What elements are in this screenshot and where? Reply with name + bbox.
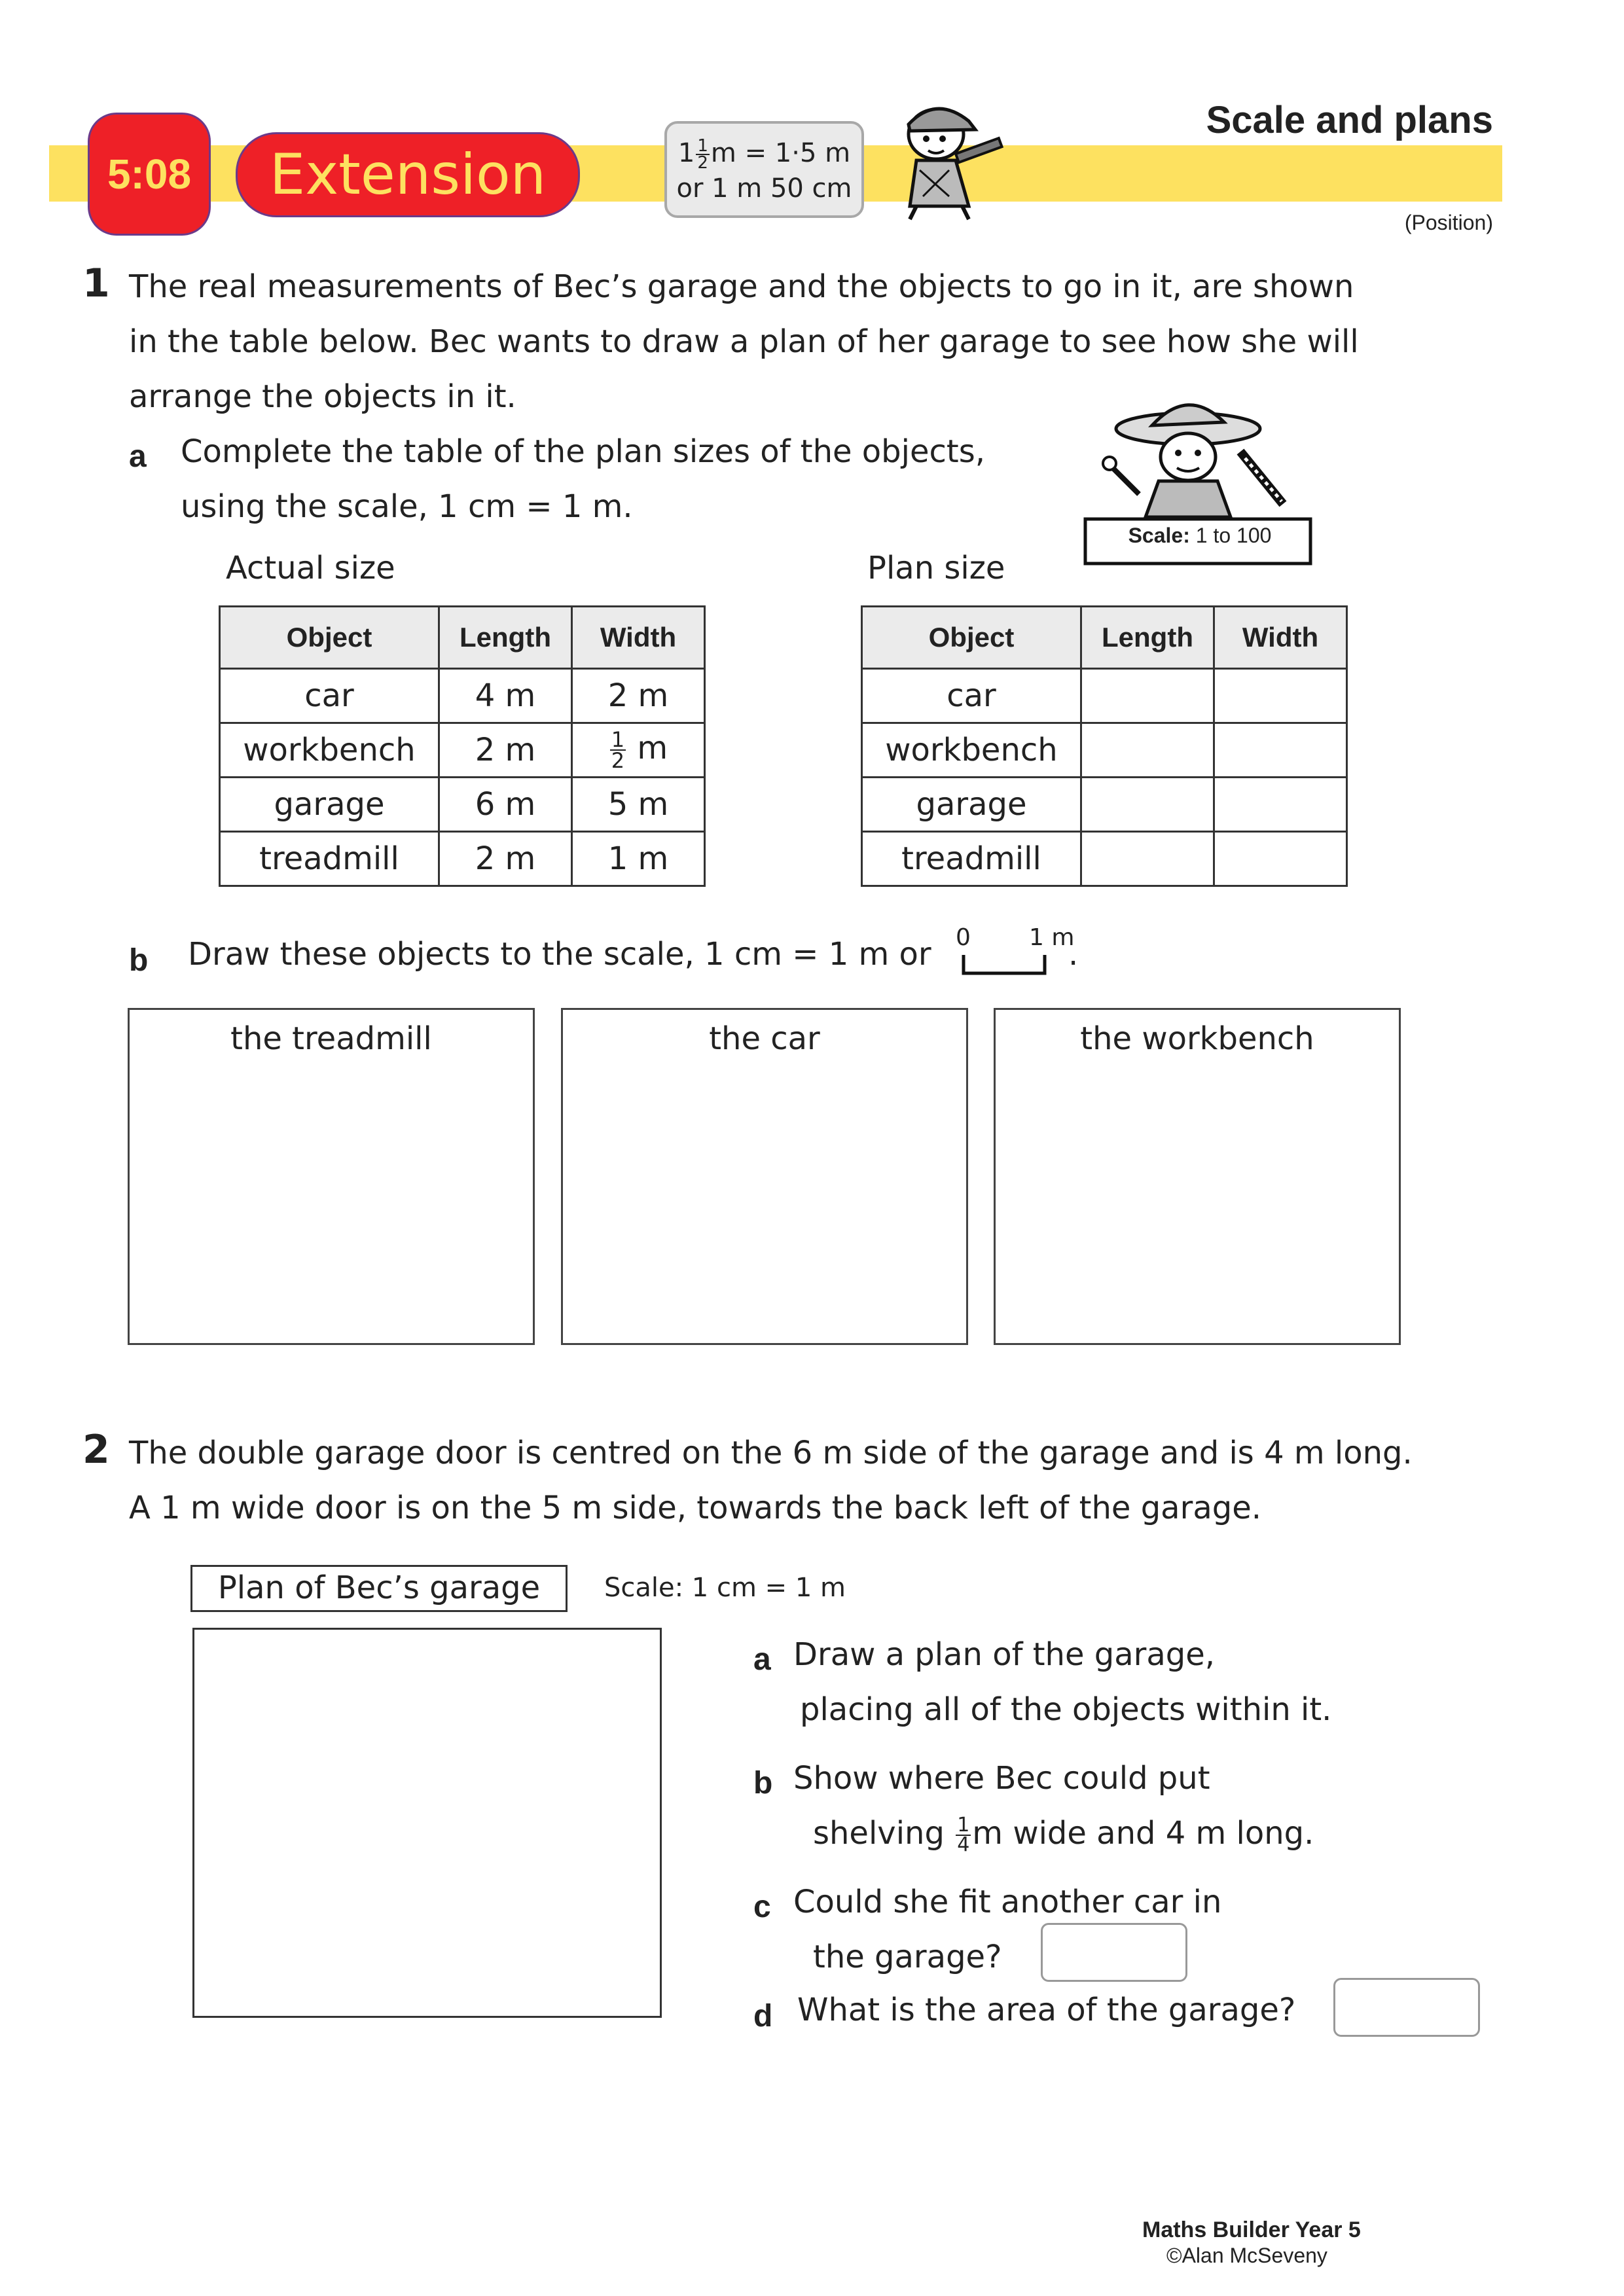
cell-length: 4 m: [439, 669, 572, 723]
cell-object: treadmill: [862, 832, 1081, 886]
table-row: [862, 669, 1347, 723]
q2d-text: What is the area of the garage?: [797, 1992, 1296, 2028]
table-row: [220, 778, 705, 832]
q1a-line1: Complete the table of the plan sizes of the objects,: [181, 433, 985, 470]
q1-line2: in the table below. Bec wants to draw a plan of her garage to see how she will: [129, 323, 1359, 360]
cell-object: car: [220, 669, 439, 723]
cell-width: [572, 723, 705, 778]
tip-fraction: $\frac{1}{2}$: [697, 136, 708, 173]
width-fraction: $\frac{1}{2}$: [611, 727, 625, 773]
draw-box-car[interactable]: [561, 1008, 968, 1345]
cell-length: 2 m: [439, 832, 572, 886]
table-row: [220, 669, 705, 723]
cell-width: 5 m: [572, 778, 705, 832]
q2b-letter: b: [753, 1766, 773, 1801]
col-header-object: Object: [220, 607, 439, 669]
scale-sign-label: Scale:: [1128, 524, 1190, 547]
plan-width-input[interactable]: [1214, 832, 1347, 886]
q2b-line2: [793, 1806, 1314, 1861]
cartoon-worker-illustration: [871, 98, 1021, 223]
scalebar-end: .: [1068, 936, 1079, 973]
scalebar-one-label: 1 m: [1029, 924, 1075, 951]
plan-length-input[interactable]: [1081, 832, 1214, 886]
q2a-letter: a: [753, 1642, 771, 1677]
col-header-object: Object: [862, 607, 1081, 669]
plan-length-input[interactable]: [1081, 723, 1214, 778]
q2c-line2: the garage?: [813, 1939, 1002, 1975]
q2c-letter: c: [753, 1890, 771, 1924]
col-header-length: Length: [1081, 607, 1214, 669]
q1b-text: Draw these objects to the scale, 1 cm = 1 m or: [188, 936, 931, 973]
table-row: [862, 723, 1347, 778]
table-row: [220, 723, 705, 778]
cell-object: workbench: [220, 723, 439, 778]
q1a-text: [181, 424, 985, 534]
table-row: [862, 778, 1347, 832]
plan-size-table: [861, 605, 1348, 887]
plan-title-label: Plan of Bec’s garage: [190, 1565, 568, 1612]
draw-box-caption: the car: [709, 1020, 820, 1057]
scalebar-zero-label: 0: [956, 924, 971, 951]
width-unit: m: [637, 730, 668, 766]
plan-width-input[interactable]: [1214, 669, 1347, 723]
scale-sign-text: [1092, 524, 1308, 548]
q2b-line1: Show where Bec could put: [793, 1760, 1210, 1797]
section-code: 5:08: [107, 151, 192, 198]
footer-copyright: ©Alan McSeveny: [1166, 2244, 1327, 2267]
question-2-number: 2: [82, 1427, 110, 1473]
page-title: Scale and plans: [1206, 99, 1493, 141]
cell-object: workbench: [862, 723, 1081, 778]
q2b-text: [793, 1751, 1314, 1861]
table-header-row: [862, 607, 1347, 669]
scale-bar-icon: [960, 952, 1051, 978]
q1b-letter: b: [129, 943, 149, 978]
draw-box-caption: the treadmill: [230, 1020, 432, 1057]
scale-sign-value: 1 to 100: [1195, 524, 1272, 547]
draw-box-caption: the workbench: [1080, 1020, 1314, 1057]
q2b-post: m wide and 4 m long.: [972, 1815, 1314, 1852]
draw-box-treadmill[interactable]: [128, 1008, 535, 1345]
q2-line2: A 1 m wide door is on the 5 m side, towards the back left of the garage.: [129, 1490, 1261, 1526]
plan-width-input[interactable]: [1214, 723, 1347, 778]
col-header-length: Length: [439, 607, 572, 669]
q1-line3: arrange the objects in it.: [129, 378, 516, 415]
q2-line1: The double garage door is centred on the 6 m side of the garage and is 4 m long.: [129, 1435, 1413, 1471]
cell-object: garage: [862, 778, 1081, 832]
section-code-badge: [88, 113, 211, 236]
question-1-number: 1: [82, 260, 110, 306]
cell-object: treadmill: [220, 832, 439, 886]
q2a-text: [793, 1627, 1331, 1737]
draw-box-workbench[interactable]: [994, 1008, 1401, 1345]
q2b-fraction: $\frac{1}{4}$: [957, 1814, 970, 1856]
q2c-line1: Could she fit another car in: [793, 1884, 1222, 1920]
q1a-letter: a: [129, 439, 147, 474]
table-row: [862, 832, 1347, 886]
cell-length: 6 m: [439, 778, 572, 832]
q2a-line2: placing all of the objects within it.: [800, 1691, 1332, 1728]
q2a-line1: Draw a plan of the garage,: [793, 1636, 1216, 1673]
question-2-text: [129, 1426, 1471, 1535]
plan-length-input[interactable]: [1081, 778, 1214, 832]
tip-line2: or 1 m 50 cm: [676, 173, 852, 204]
q2b-pre: shelving: [813, 1815, 945, 1852]
cell-object: car: [862, 669, 1081, 723]
q1-line1: The real measurements of Bec’s garage and the objects to go in it, are shown: [129, 268, 1354, 305]
cell-width: 2 m: [572, 669, 705, 723]
tip-whole: 1: [677, 138, 695, 168]
table-row: [220, 832, 705, 886]
extension-label: Extension: [269, 142, 547, 207]
actual-size-label: Actual size: [226, 550, 395, 586]
page-subtitle: (Position): [1404, 211, 1493, 234]
garage-plan-drawing-area[interactable]: [192, 1628, 662, 2018]
conversion-tip-box: [664, 121, 864, 218]
cell-length: 2 m: [439, 723, 572, 778]
plan-scale-text: Scale: 1 cm = 1 m: [604, 1573, 846, 1603]
actual-size-table: [219, 605, 706, 887]
cell-width: 1 m: [572, 832, 705, 886]
extension-label-pill: [236, 132, 580, 217]
q2d-letter: d: [753, 1999, 773, 2034]
cell-object: garage: [220, 778, 439, 832]
footer-book-title: Maths Builder Year 5: [1142, 2217, 1361, 2242]
table-header-row: [220, 607, 705, 669]
q2c-answer-box[interactable]: [1041, 1923, 1187, 1982]
plan-length-input[interactable]: [1081, 669, 1214, 723]
col-header-width: Width: [572, 607, 705, 669]
plan-size-label: Plan size: [867, 550, 1005, 586]
q2d-answer-box[interactable]: [1333, 1978, 1480, 2037]
tip-rest: m = 1·5 m: [710, 138, 851, 168]
plan-width-input[interactable]: [1214, 778, 1347, 832]
q1a-line2: using the scale, 1 cm = 1 m.: [181, 488, 633, 525]
col-header-width: Width: [1214, 607, 1347, 669]
